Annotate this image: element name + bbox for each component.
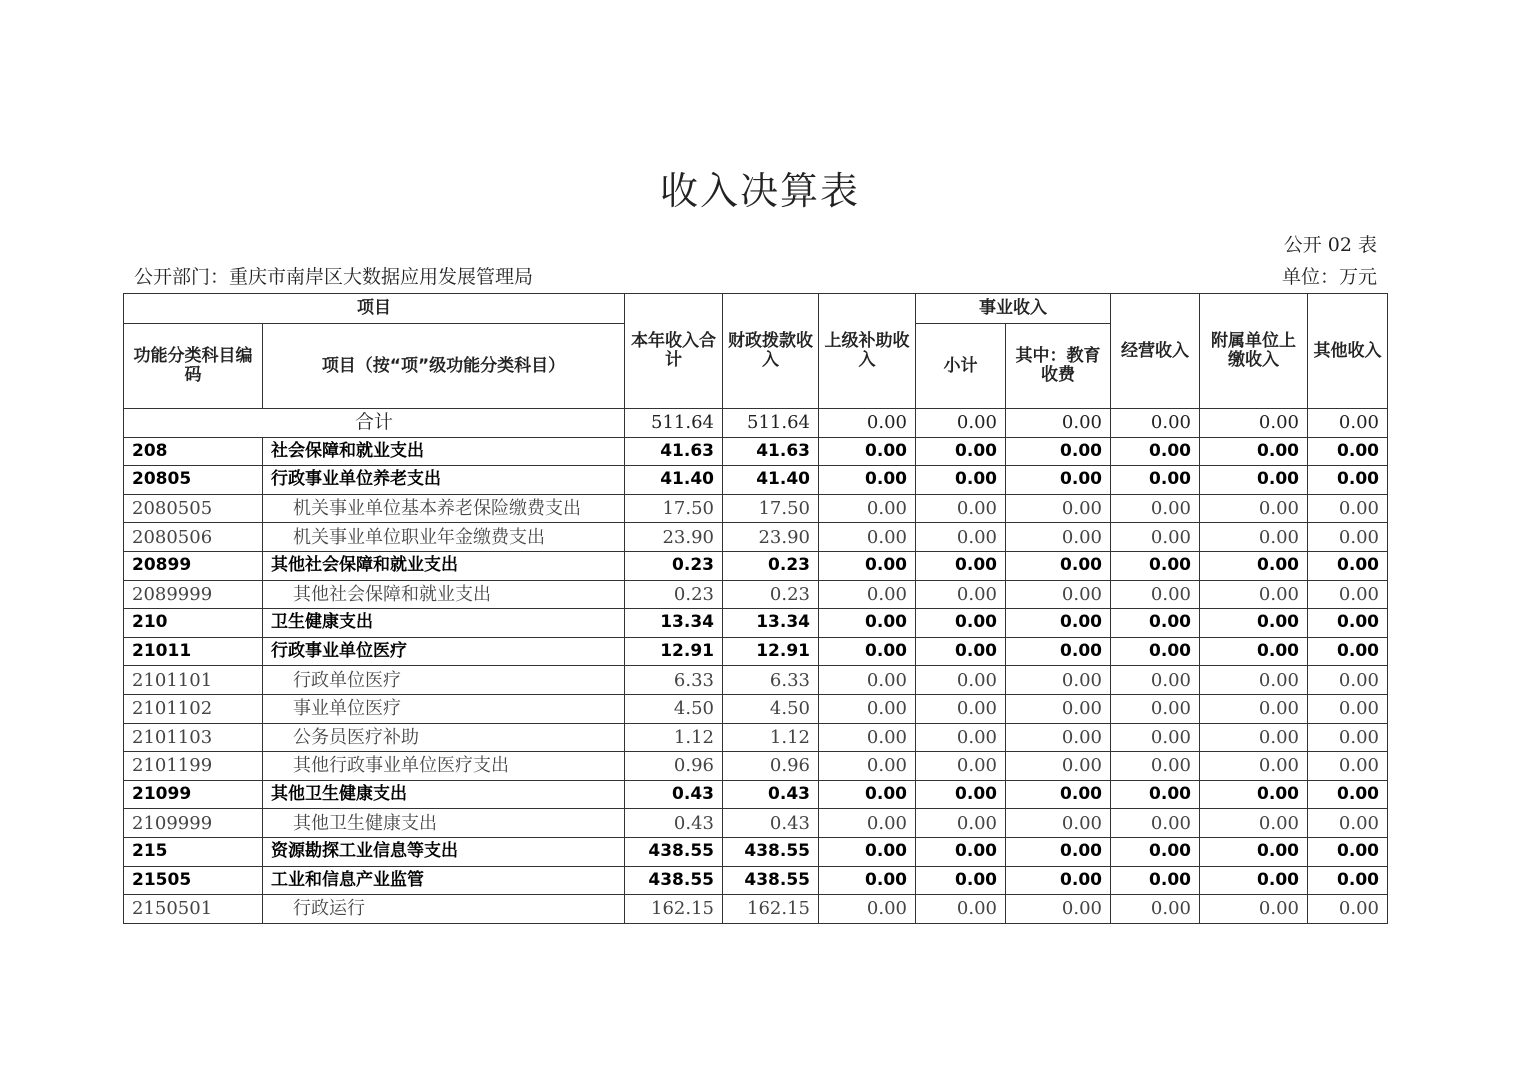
row-value: 438.55 — [625, 866, 723, 895]
row-value: 0.00 — [1308, 437, 1388, 466]
row-value: 0.00 — [1006, 551, 1111, 580]
header-name: 项目（按“项”级功能分类科目） — [263, 324, 625, 409]
row-value: 0.00 — [1006, 866, 1111, 895]
row-code: 2089999 — [124, 580, 263, 609]
header-project: 项目 — [124, 294, 625, 324]
row-value: 13.34 — [723, 609, 819, 638]
row-value: 0.00 — [1111, 609, 1200, 638]
row-value: 0.00 — [1200, 752, 1308, 781]
row-value: 0.00 — [1308, 780, 1388, 809]
row-name: 工业和信息产业监管 — [263, 866, 625, 895]
row-value: 0.00 — [819, 437, 916, 466]
row-value: 0.00 — [1006, 466, 1111, 495]
total-value: 0.00 — [916, 409, 1006, 438]
row-value: 17.50 — [723, 494, 819, 523]
header-code: 功能分类科目编码 — [124, 324, 263, 409]
row-value: 0.00 — [819, 837, 916, 866]
row-value: 0.00 — [916, 666, 1006, 695]
row-value: 0.43 — [625, 780, 723, 809]
row-value: 17.50 — [625, 494, 723, 523]
row-code: 2109999 — [124, 809, 263, 838]
row-value: 0.43 — [723, 780, 819, 809]
row-code: 210 — [124, 609, 263, 638]
row-value: 0.00 — [1200, 437, 1308, 466]
row-value: 0.00 — [1308, 752, 1388, 781]
row-value: 41.40 — [723, 466, 819, 495]
row-value: 0.00 — [1006, 609, 1111, 638]
row-value: 0.00 — [1006, 752, 1111, 781]
table-row — [124, 780, 1388, 809]
row-value: 6.33 — [625, 666, 723, 695]
row-code: 2080506 — [124, 523, 263, 552]
row-value: 0.00 — [1308, 837, 1388, 866]
row-name: 卫生健康支出 — [263, 609, 625, 638]
header-business-group: 事业收入 — [916, 294, 1111, 324]
row-name: 社会保障和就业支出 — [263, 437, 625, 466]
row-code: 21099 — [124, 780, 263, 809]
row-value: 0.00 — [819, 866, 916, 895]
row-value: 0.00 — [1111, 637, 1200, 666]
row-name: 机关事业单位职业年金缴费支出 — [263, 523, 625, 552]
row-value: 0.00 — [1006, 723, 1111, 752]
row-value: 0.00 — [1308, 895, 1388, 924]
row-value: 0.00 — [1111, 523, 1200, 552]
row-value: 438.55 — [723, 866, 819, 895]
row-value: 0.00 — [819, 752, 916, 781]
row-name: 机关事业单位基本养老保险缴费支出 — [263, 494, 625, 523]
table-row — [124, 866, 1388, 895]
row-value: 0.00 — [916, 723, 1006, 752]
row-value: 0.00 — [1111, 437, 1200, 466]
row-value: 23.90 — [625, 523, 723, 552]
row-value: 1.12 — [625, 723, 723, 752]
total-value: 511.64 — [723, 409, 819, 438]
row-value: 0.00 — [819, 466, 916, 495]
row-value: 0.00 — [1111, 666, 1200, 695]
row-value: 0.00 — [1308, 466, 1388, 495]
header-fiscal: 财政拨款收入 — [723, 294, 819, 409]
row-value: 0.00 — [916, 609, 1006, 638]
row-value: 0.00 — [1200, 723, 1308, 752]
row-value: 0.00 — [1111, 466, 1200, 495]
row-value: 0.00 — [1308, 580, 1388, 609]
row-value: 0.00 — [1006, 637, 1111, 666]
row-code: 2101101 — [124, 666, 263, 695]
row-value: 0.00 — [1200, 666, 1308, 695]
row-value: 0.96 — [625, 752, 723, 781]
department-label: 公开部门：重庆市南岸区大数据应用发展管理局 — [134, 266, 534, 288]
row-value: 23.90 — [723, 523, 819, 552]
table-row — [124, 895, 1388, 924]
row-code: 2150501 — [124, 895, 263, 924]
row-value: 41.40 — [625, 466, 723, 495]
row-value: 0.00 — [1200, 609, 1308, 638]
header-affiliated: 附属单位上缴收入 — [1200, 294, 1308, 409]
row-value: 0.00 — [1111, 723, 1200, 752]
total-value: 0.00 — [1308, 409, 1388, 438]
row-value: 0.00 — [916, 494, 1006, 523]
row-value: 0.00 — [1006, 437, 1111, 466]
row-value: 0.00 — [819, 809, 916, 838]
header-subtotal: 小计 — [916, 324, 1006, 409]
row-value: 0.43 — [625, 809, 723, 838]
row-value: 1.12 — [723, 723, 819, 752]
table-row — [124, 551, 1388, 580]
row-value: 0.00 — [1111, 895, 1200, 924]
table-row — [124, 723, 1388, 752]
row-value: 0.00 — [819, 609, 916, 638]
header-operating: 经营收入 — [1111, 294, 1200, 409]
row-value: 0.00 — [1200, 551, 1308, 580]
header-edu-fee: 其中：教育收费 — [1006, 324, 1111, 409]
row-value: 162.15 — [625, 895, 723, 924]
row-name: 其他卫生健康支出 — [263, 809, 625, 838]
row-value: 0.00 — [1006, 580, 1111, 609]
table-row — [124, 494, 1388, 523]
row-value: 0.00 — [1111, 694, 1200, 723]
row-value: 0.00 — [1308, 494, 1388, 523]
row-name: 行政事业单位医疗 — [263, 637, 625, 666]
row-value: 0.00 — [1111, 494, 1200, 523]
row-value: 0.00 — [1006, 895, 1111, 924]
page-title: 收入决算表 — [659, 169, 860, 213]
row-value: 12.91 — [625, 637, 723, 666]
row-name: 公务员医疗补助 — [263, 723, 625, 752]
row-value: 0.00 — [1200, 694, 1308, 723]
row-name: 其他社会保障和就业支出 — [263, 551, 625, 580]
total-value: 0.00 — [1006, 409, 1111, 438]
row-value: 12.91 — [723, 637, 819, 666]
total-value: 0.00 — [1200, 409, 1308, 438]
row-value: 0.23 — [625, 551, 723, 580]
row-value: 0.00 — [819, 494, 916, 523]
row-code: 2101102 — [124, 694, 263, 723]
row-value: 0.00 — [1006, 837, 1111, 866]
row-name: 其他社会保障和就业支出 — [263, 580, 625, 609]
row-value: 0.00 — [1200, 466, 1308, 495]
row-code: 2101199 — [124, 752, 263, 781]
row-value: 0.00 — [1111, 752, 1200, 781]
row-value: 6.33 — [723, 666, 819, 695]
row-value: 0.00 — [819, 895, 916, 924]
total-label: 合计 — [124, 409, 625, 438]
unit-label: 单位：万元 — [1281, 266, 1377, 288]
row-value: 0.00 — [916, 551, 1006, 580]
row-name: 事业单位医疗 — [263, 694, 625, 723]
row-value: 0.00 — [819, 580, 916, 609]
row-value: 0.23 — [625, 580, 723, 609]
row-value: 0.00 — [1308, 637, 1388, 666]
row-name: 资源勘探工业信息等支出 — [263, 837, 625, 866]
table-row — [124, 609, 1388, 638]
row-value: 0.00 — [916, 694, 1006, 723]
row-value: 0.00 — [1200, 494, 1308, 523]
row-value: 41.63 — [625, 437, 723, 466]
table-row — [124, 437, 1388, 466]
row-value: 0.00 — [819, 694, 916, 723]
row-name: 行政运行 — [263, 895, 625, 924]
row-value: 0.00 — [916, 466, 1006, 495]
table-row — [124, 666, 1388, 695]
row-value: 0.00 — [819, 637, 916, 666]
row-value: 0.00 — [916, 866, 1006, 895]
table-row — [124, 809, 1388, 838]
total-row — [124, 409, 1388, 438]
row-name: 行政事业单位养老支出 — [263, 466, 625, 495]
table-row — [124, 694, 1388, 723]
table-row — [124, 580, 1388, 609]
total-value: 511.64 — [625, 409, 723, 438]
total-value: 0.00 — [819, 409, 916, 438]
row-value: 0.00 — [1006, 494, 1111, 523]
row-code: 2101103 — [124, 723, 263, 752]
row-value: 0.00 — [1111, 780, 1200, 809]
header-total-income: 本年收入合计 — [625, 294, 723, 409]
row-value: 0.00 — [1308, 723, 1388, 752]
row-value: 0.00 — [916, 637, 1006, 666]
row-value: 0.00 — [1111, 551, 1200, 580]
row-value: 0.00 — [1111, 866, 1200, 895]
row-value: 0.00 — [1111, 837, 1200, 866]
row-value: 13.34 — [625, 609, 723, 638]
table-row — [124, 637, 1388, 666]
row-value: 0.00 — [916, 837, 1006, 866]
row-value: 4.50 — [723, 694, 819, 723]
row-value: 0.00 — [1200, 637, 1308, 666]
row-name: 其他卫生健康支出 — [263, 780, 625, 809]
total-value: 0.00 — [1111, 409, 1200, 438]
row-code: 21505 — [124, 866, 263, 895]
row-value: 0.00 — [1308, 666, 1388, 695]
row-value: 0.00 — [1308, 609, 1388, 638]
row-name: 行政单位医疗 — [263, 666, 625, 695]
row-value: 0.00 — [1308, 694, 1388, 723]
row-value: 0.00 — [916, 752, 1006, 781]
row-value: 0.00 — [916, 895, 1006, 924]
row-value: 0.00 — [1200, 809, 1308, 838]
row-code: 21011 — [124, 637, 263, 666]
row-value: 0.00 — [1006, 666, 1111, 695]
table-row — [124, 523, 1388, 552]
row-value: 0.23 — [723, 551, 819, 580]
row-value: 0.00 — [819, 523, 916, 552]
header-other: 其他收入 — [1308, 294, 1388, 409]
row-value: 0.00 — [916, 523, 1006, 552]
row-value: 0.00 — [819, 780, 916, 809]
row-value: 0.96 — [723, 752, 819, 781]
row-code: 215 — [124, 837, 263, 866]
row-value: 438.55 — [723, 837, 819, 866]
row-value: 0.00 — [1308, 523, 1388, 552]
row-value: 0.00 — [916, 580, 1006, 609]
table-row — [124, 837, 1388, 866]
form-number: 公开 02 表 — [1283, 234, 1377, 256]
row-value: 0.00 — [1200, 895, 1308, 924]
row-value: 0.00 — [1111, 580, 1200, 609]
row-value: 0.00 — [1308, 551, 1388, 580]
row-value: 0.00 — [1308, 809, 1388, 838]
row-code: 2080505 — [124, 494, 263, 523]
row-value: 0.00 — [1200, 780, 1308, 809]
row-value: 0.00 — [1111, 809, 1200, 838]
income-table — [123, 293, 1388, 924]
table-row — [124, 466, 1388, 495]
row-value: 0.00 — [916, 437, 1006, 466]
row-value: 0.00 — [1006, 809, 1111, 838]
row-value: 438.55 — [625, 837, 723, 866]
row-value: 0.43 — [723, 809, 819, 838]
row-value: 0.23 — [723, 580, 819, 609]
row-value: 0.00 — [1200, 866, 1308, 895]
row-value: 0.00 — [1200, 523, 1308, 552]
row-code: 208 — [124, 437, 263, 466]
row-value: 0.00 — [1006, 780, 1111, 809]
row-value: 4.50 — [625, 694, 723, 723]
table-row — [124, 752, 1388, 781]
row-value: 0.00 — [916, 809, 1006, 838]
row-value: 0.00 — [819, 723, 916, 752]
row-value: 162.15 — [723, 895, 819, 924]
row-value: 41.63 — [723, 437, 819, 466]
row-value: 0.00 — [1200, 580, 1308, 609]
row-value: 0.00 — [1200, 837, 1308, 866]
row-value: 0.00 — [1006, 694, 1111, 723]
row-code: 20805 — [124, 466, 263, 495]
row-value: 0.00 — [916, 780, 1006, 809]
row-name: 其他行政事业单位医疗支出 — [263, 752, 625, 781]
row-value: 0.00 — [1006, 523, 1111, 552]
row-code: 20899 — [124, 551, 263, 580]
header-superior: 上级补助收入 — [819, 294, 916, 409]
row-value: 0.00 — [1308, 866, 1388, 895]
row-value: 0.00 — [819, 551, 916, 580]
row-value: 0.00 — [819, 666, 916, 695]
